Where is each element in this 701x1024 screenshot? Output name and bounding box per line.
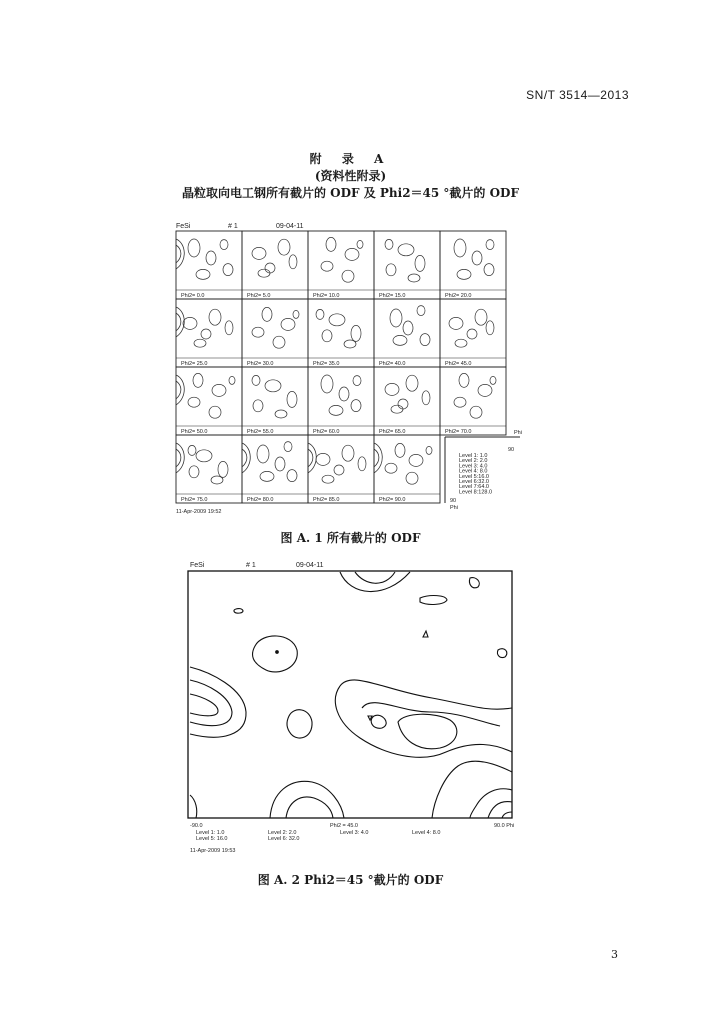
contour-loop xyxy=(196,450,212,462)
contour-loop xyxy=(478,384,492,396)
contour-loop xyxy=(426,446,432,454)
contour-edge xyxy=(308,443,316,473)
contour-loop xyxy=(395,443,405,457)
contour-edge xyxy=(242,449,247,467)
panel-frame xyxy=(440,231,506,299)
contour-loop xyxy=(262,307,272,321)
contour-edge xyxy=(176,245,181,263)
fig2-contours xyxy=(190,572,512,818)
fig1-axis-right-label: Phi xyxy=(514,430,522,436)
contour-loop xyxy=(422,391,430,405)
level-entry: Level 4: 8.0 xyxy=(459,468,488,475)
contour-loop xyxy=(398,244,414,256)
contour-loop xyxy=(218,461,228,477)
odf-section-panel xyxy=(242,299,308,367)
contour-loop xyxy=(467,329,477,339)
contour-loop xyxy=(390,309,402,327)
contour-loop xyxy=(470,406,482,418)
contour-loop xyxy=(420,334,430,346)
contour-edge xyxy=(242,443,250,473)
contour-loop xyxy=(196,269,210,279)
contour-loop xyxy=(293,310,299,318)
contour-loop xyxy=(415,255,425,271)
fig2-x-start: -90.0 xyxy=(190,823,203,829)
contour-loop xyxy=(457,269,471,279)
fig2-sample: # 1 xyxy=(246,562,256,569)
panel-phi2-label: Phi2= 15.0 xyxy=(379,293,406,299)
level-entry: Level 6:32.0 xyxy=(459,479,489,485)
panel-frame xyxy=(176,435,242,503)
contour-loop xyxy=(386,264,396,276)
level-entry: Level 2: 2.0 xyxy=(459,458,488,465)
contour-loop xyxy=(449,317,463,329)
panel-phi2-label: Phi2= 65.0 xyxy=(379,429,406,435)
contour-loop xyxy=(316,309,324,319)
contour-loop xyxy=(329,405,343,415)
contour-loop xyxy=(211,476,223,484)
panel-frame xyxy=(308,435,374,503)
contour-loop xyxy=(475,309,487,325)
contour-loop xyxy=(385,383,399,395)
contour-loop xyxy=(229,376,235,384)
odf-section-panel xyxy=(242,435,308,503)
fig2-plot-frame xyxy=(188,571,512,818)
fig1-footer: 11-Apr-2009 19:52 xyxy=(176,509,222,515)
level-entry: Level 6: 32.0 xyxy=(268,836,300,842)
odf-section-panel xyxy=(308,299,374,367)
odf-section-grid xyxy=(176,231,506,503)
level-entry: Level 5:16.0 xyxy=(459,473,489,480)
odf-section-panel xyxy=(176,367,242,435)
level-entry: Level 3: 4.0 xyxy=(340,830,369,836)
figure-a1-caption: 图 A. 1 所有截片的 ODF xyxy=(280,531,421,545)
contour-loop xyxy=(194,339,206,347)
contour-loop xyxy=(260,471,274,481)
panel-frame xyxy=(440,299,506,367)
panel-phi2-label: Phi2= 0.0 xyxy=(181,293,205,299)
contour-loop xyxy=(351,325,361,341)
odf-section-panel xyxy=(308,435,374,503)
panel-phi2-label: Phi2= 10.0 xyxy=(313,293,340,299)
panel-frame xyxy=(176,299,242,367)
contour-loop xyxy=(334,465,344,475)
contour-loop xyxy=(472,251,482,265)
contour-loop xyxy=(385,463,397,473)
odf-section-panel xyxy=(176,231,242,299)
contour-loop xyxy=(322,330,332,342)
contour-loop xyxy=(275,457,285,471)
figure-a2-caption: 图 A. 2 Phi2＝45 °截片的 ODF xyxy=(257,873,444,887)
standard-number: SN/T 3514—2013 xyxy=(526,88,629,102)
odf-section-panel xyxy=(440,367,506,435)
panel-frame xyxy=(242,435,308,503)
odf-section-panel xyxy=(374,299,440,367)
contour-loop xyxy=(391,405,403,413)
contour-loop xyxy=(455,339,467,347)
contour-loop xyxy=(209,406,221,418)
panel-phi2-label: Phi2= 40.0 xyxy=(379,361,406,367)
page-number: 3 xyxy=(611,948,618,961)
contour-loop xyxy=(385,239,393,249)
contour-loop xyxy=(284,442,292,452)
contour-loop xyxy=(188,397,200,407)
contour-loop xyxy=(252,327,264,337)
contour-loop xyxy=(209,309,221,325)
contour-loop xyxy=(188,445,196,455)
contour-loop xyxy=(342,270,354,282)
panel-frame xyxy=(374,231,440,299)
contour-edge xyxy=(176,313,181,331)
odf-section-panel xyxy=(374,435,440,503)
contour-loop xyxy=(344,340,356,348)
contour-loop xyxy=(287,391,297,407)
panel-phi2-label: Phi2= 80.0 xyxy=(247,497,274,503)
contour-loop xyxy=(339,387,349,401)
contour-loop xyxy=(459,373,469,387)
contour-loop xyxy=(189,466,199,478)
level-entry: Level 3: 4.0 xyxy=(459,463,488,470)
fig1-axis-bottom-label: Phi xyxy=(450,505,458,511)
contour-loop xyxy=(206,251,216,265)
panel-phi2-label: Phi2= 35.0 xyxy=(313,361,340,367)
fig1-material: FeSi xyxy=(176,223,191,230)
contour-loop xyxy=(321,375,333,393)
contour-loop xyxy=(358,457,366,471)
contour-loop xyxy=(321,261,333,271)
contour-loop xyxy=(265,380,281,392)
fig1-axis-right-value: 90 xyxy=(508,447,515,453)
fig1-sample: # 1 xyxy=(228,223,238,230)
contour-loop xyxy=(265,263,275,273)
odf-section-panel xyxy=(440,299,506,367)
panel-phi2-label: Phi2= 90.0 xyxy=(379,497,406,503)
contour-loop xyxy=(223,264,233,276)
contour-loop xyxy=(454,397,466,407)
contour-loop xyxy=(393,335,407,345)
fig2-date: 09-04-11 xyxy=(296,562,324,569)
contour-loop xyxy=(342,445,354,461)
contour-loop xyxy=(486,240,494,250)
fig2-x-end: 90.0 Phi xyxy=(494,823,515,829)
odf-section-panel xyxy=(374,231,440,299)
panel-frame xyxy=(308,299,374,367)
contour-loop xyxy=(273,336,285,348)
contour-edge xyxy=(374,443,382,473)
appendix-title: 附 录 A xyxy=(309,152,392,166)
contour-loop xyxy=(398,399,408,409)
odf-section-panel xyxy=(308,367,374,435)
appendix-subtitle: (资料性附录) xyxy=(314,169,387,183)
panel-frame xyxy=(374,299,440,367)
contour-loop xyxy=(258,269,270,277)
contour-loop xyxy=(252,247,266,259)
panel-frame xyxy=(242,367,308,435)
contour-loop xyxy=(201,329,211,339)
odf-section-panel xyxy=(242,367,308,435)
panel-phi2-label: Phi2= 20.0 xyxy=(445,293,472,299)
contour-loop xyxy=(351,400,361,412)
panel-phi2-label: Phi2= 50.0 xyxy=(181,429,208,435)
contour-loop xyxy=(454,239,466,257)
contour-loop xyxy=(345,248,359,260)
panel-frame xyxy=(242,231,308,299)
contour-loop xyxy=(326,237,336,251)
contour-edge xyxy=(308,449,313,467)
contour-loop xyxy=(287,470,297,482)
contour-loop xyxy=(406,375,418,391)
fig2-footer: 11-Apr-2009 19:53 xyxy=(190,848,236,854)
fig2-material: FeSi xyxy=(190,562,205,569)
level-entry: Level 8:128.0 xyxy=(459,489,493,496)
contour-edge xyxy=(176,239,184,269)
contour-loop xyxy=(252,375,260,385)
panel-frame xyxy=(176,367,242,435)
odf-section-panel xyxy=(440,231,506,299)
contour-loop xyxy=(329,314,345,326)
contour-loop xyxy=(486,321,494,335)
odf-section-panel xyxy=(176,435,242,503)
contour-loop xyxy=(406,472,418,484)
contour-loop xyxy=(408,274,420,282)
level-entry: Level 2: 2.0 xyxy=(268,830,297,836)
contour-loop xyxy=(225,321,233,335)
panel-phi2-label: Phi2= 25.0 xyxy=(181,361,208,367)
contour-loop xyxy=(490,376,496,384)
contour-loop xyxy=(357,240,363,248)
panel-phi2-label: Phi2= 60.0 xyxy=(313,429,340,435)
odf-section-panel xyxy=(308,231,374,299)
panel-frame xyxy=(440,367,506,435)
panel-frame xyxy=(374,435,440,503)
contour-edge xyxy=(176,443,184,473)
contour-loop xyxy=(183,317,197,329)
panel-phi2-label: Phi2= 5.0 xyxy=(247,293,271,299)
contour-loop xyxy=(278,239,290,255)
odf-section-panel xyxy=(176,299,242,367)
contour-loop xyxy=(322,475,334,483)
contour-loop xyxy=(253,400,263,412)
contour-edge xyxy=(176,381,181,399)
level-entry: Level 7:64.0 xyxy=(459,484,489,491)
contour-edge xyxy=(176,449,181,467)
fig1-level-legend xyxy=(459,453,492,495)
fig1-date: 09-04-11 xyxy=(276,223,304,230)
panel-frame xyxy=(308,231,374,299)
panel-frame xyxy=(176,231,242,299)
contour-loop xyxy=(212,384,226,396)
fig2-level-legend xyxy=(196,830,440,842)
level-entry: Level 5: 16.0 xyxy=(196,836,228,842)
contour-loop xyxy=(193,373,203,387)
contour-loop xyxy=(409,454,423,466)
contour-loop xyxy=(188,239,200,257)
contour-loop xyxy=(220,240,228,250)
odf-section-panel xyxy=(374,367,440,435)
contour-loop xyxy=(281,318,295,330)
contour-edge xyxy=(374,449,379,467)
contour-loop xyxy=(353,376,361,386)
contour-loop xyxy=(316,453,330,465)
fig1-axis-bottom-value: 90 xyxy=(450,498,457,504)
contour-loop xyxy=(275,410,287,418)
panel-phi2-label: Phi2= 30.0 xyxy=(247,361,274,367)
contour-loop xyxy=(257,445,269,463)
level-entry: Level 1: 1.0 xyxy=(459,453,488,459)
level-entry: Level 1: 1.0 xyxy=(196,830,225,836)
contour-loop xyxy=(289,255,297,269)
panel-phi2-label: Phi2= 85.0 xyxy=(313,497,340,503)
contour-edge xyxy=(176,375,184,405)
level-entry: Level 4: 8.0 xyxy=(412,830,441,836)
odf-section-panel xyxy=(242,231,308,299)
panel-phi2-label: Phi2= 75.0 xyxy=(181,497,208,503)
panel-phi2-label: Phi2= 70.0 xyxy=(445,429,472,435)
appendix-heading: 晶粒取向电工钢所有截片的 ODF 及 Phi2＝45 °截片的 ODF xyxy=(181,186,519,200)
panel-frame xyxy=(308,367,374,435)
panel-phi2-label: Phi2= 45.0 xyxy=(445,361,472,367)
contour-loop xyxy=(417,306,425,316)
fig2-x-mid: Phi2 = 45.0 xyxy=(330,823,358,829)
contour-loop xyxy=(403,321,413,335)
contour-loop xyxy=(484,264,494,276)
panel-phi2-label: Phi2= 55.0 xyxy=(247,429,274,435)
